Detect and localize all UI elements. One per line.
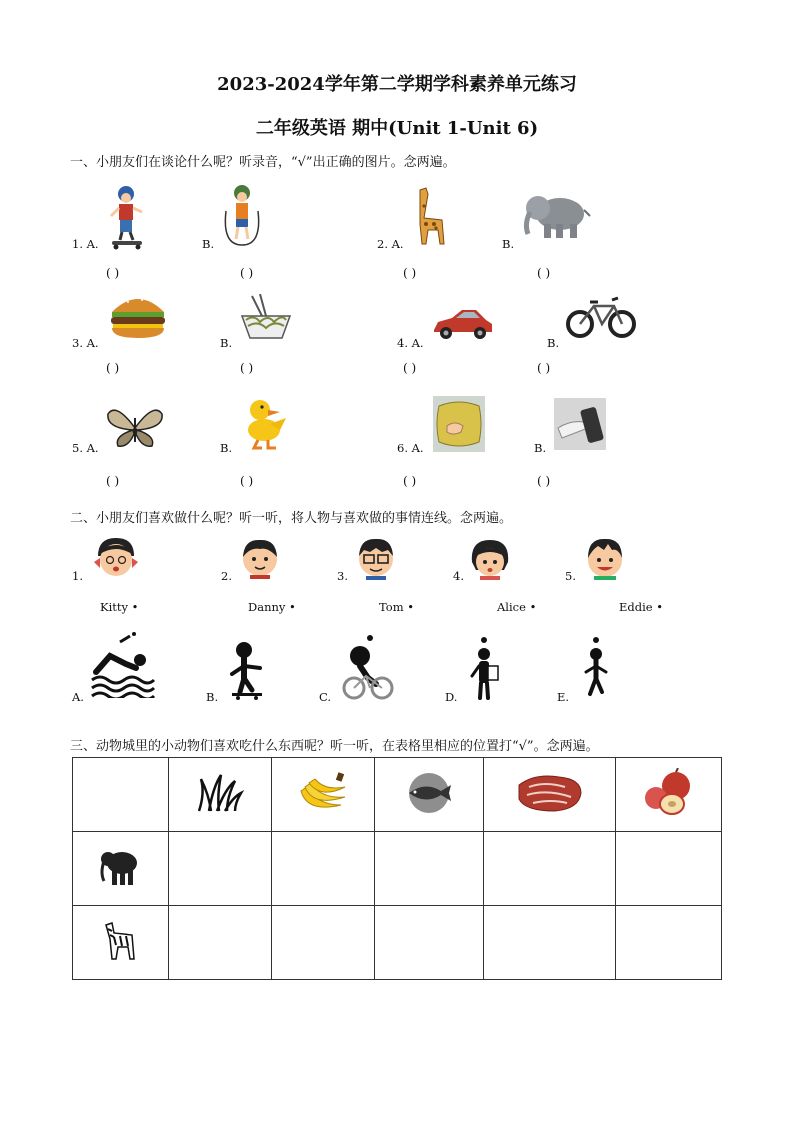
skateboarding-icon[interactable] [226,636,270,700]
elephant-bananas-cell[interactable] [271,832,374,906]
elephant-fish-cell[interactable] [374,832,484,906]
person5-dot[interactable]: • [656,600,664,614]
elephant-meat-cell[interactable] [484,832,616,906]
phone-icon[interactable] [554,398,606,450]
activity-d-label: D. [445,690,458,704]
fish-cell [374,758,484,832]
skateboarding-boy-icon[interactable] [106,184,146,250]
q2-option-b-label: B. [502,237,515,251]
elephant-icon[interactable] [522,190,592,242]
q6-option-a-label: 6. A. [397,441,424,455]
zebra-apples-cell[interactable] [616,906,722,980]
person1-name: Kitty [100,600,129,614]
q1-option-a-label: 1. A. [72,237,99,251]
q6-option-b-label: B. [534,441,547,455]
section2-instruction: 二、小朋友们喜欢做什么呢？听一听，将人物与喜欢做的事情连线。念两遍。 [70,511,513,526]
q4-option-b-label: B. [547,336,560,350]
q5-option-a-label: 5. A. [72,441,99,455]
page-title: 2023-2024学年第二学期学科素养单元练习 [217,74,577,95]
jump-rope-boy-icon[interactable] [220,183,264,247]
alice-face-icon [468,538,512,580]
zebra-bananas-cell[interactable] [271,906,374,980]
zebra-meat-cell[interactable] [484,906,616,980]
meat-cell [484,758,616,832]
butterfly-icon[interactable] [106,406,164,450]
person5-number: 5. [565,569,576,583]
q4-option-a-label: 4. A. [397,336,424,350]
person2-name-row [248,600,296,614]
q4-b-answer-blank[interactable]: ( ) [537,361,551,375]
table-header-row [73,758,722,832]
q3-b-answer-blank[interactable]: ( ) [240,361,254,375]
person5-name-row [619,600,663,614]
elephant-apples-cell[interactable] [616,832,722,906]
apples-icon [642,768,696,818]
person4-dot[interactable]: • [529,600,537,614]
person2-name: Danny [248,600,286,614]
page-subtitle: 二年级英语 期中(Unit 1-Unit 6) [255,118,539,139]
hamburger-icon[interactable] [108,292,168,342]
person4-name-row [497,600,536,614]
q6-a-answer-blank[interactable]: ( ) [403,474,417,488]
activity-e-label: E. [557,690,570,704]
person3-dot[interactable]: • [407,600,415,614]
elephant-icon [98,845,142,889]
person4-name: Alice [497,600,526,614]
person1-dot[interactable]: • [131,600,139,614]
danny-face-icon [238,537,282,579]
fish-icon [401,771,457,815]
q4-a-answer-blank[interactable]: ( ) [403,361,417,375]
activity-b-label: B. [206,690,219,704]
table-corner-cell [73,758,169,832]
q1-a-answer-blank[interactable]: ( ) [106,266,120,280]
q2-b-answer-blank[interactable]: ( ) [537,266,551,280]
reading-icon[interactable] [466,634,502,700]
pillow-icon[interactable] [433,396,485,452]
section1-instruction: 一、小朋友们在谈论什么呢？听录音，“√”出正确的图片。念两遍。 [70,155,456,170]
tom-face-icon [352,536,400,580]
elephant-grass-cell[interactable] [168,832,271,906]
giraffe-icon[interactable] [406,184,450,248]
person3-number: 3. [337,569,348,583]
activity-a-label: A. [72,690,84,704]
bicycle-icon[interactable] [566,292,636,340]
q1-b-answer-blank[interactable]: ( ) [240,266,254,280]
car-icon[interactable] [432,306,494,342]
bananas-cell [271,758,374,832]
person2-dot[interactable]: • [289,600,296,614]
noodles-icon[interactable] [238,294,294,342]
grass-cell [168,758,271,832]
zebra-fish-cell[interactable] [374,906,484,980]
person2-number: 2. [221,569,232,583]
q5-option-b-label: B. [220,441,233,455]
q3-option-a-label: 3. A. [72,336,99,350]
grass-icon [195,773,245,813]
q1-option-b-label: B. [202,237,215,251]
q3-a-answer-blank[interactable]: ( ) [106,361,120,375]
zebra-grass-cell[interactable] [168,906,271,980]
person1-number: 1. [72,569,83,583]
bananas-icon [297,771,349,815]
elephant-row-label [73,832,169,906]
apples-cell [616,758,722,832]
activity-c-label: C. [319,690,332,704]
q5-b-answer-blank[interactable]: ( ) [240,474,254,488]
zebra-icon [98,919,142,963]
q6-b-answer-blank[interactable]: ( ) [537,474,551,488]
q3-option-b-label: B. [220,336,233,350]
zebra-row-label [73,906,169,980]
person5-name: Eddie [619,600,653,614]
person4-number: 4. [453,569,464,583]
table-row [73,906,722,980]
food-table [72,757,722,980]
person3-name-row [379,600,414,614]
person1-name-row [100,600,138,614]
q2-option-a-label: 2. A. [377,237,404,251]
person3-name: Tom [379,600,404,614]
table-row [73,832,722,906]
duck-icon[interactable] [240,396,290,450]
section3-instruction: 三、动物城里的小动物们喜欢吃什么东西呢？听一听，在表格里相应的位置打“√”。念两遍。 [70,739,599,754]
meat-icon [515,771,585,815]
kitty-face-icon [90,536,142,580]
eddie-face-icon [582,536,628,580]
q5-a-answer-blank[interactable]: ( ) [106,474,120,488]
swimming-icon[interactable] [90,630,156,698]
cycling-icon[interactable] [340,632,394,700]
q2-a-answer-blank[interactable]: ( ) [403,266,417,280]
walking-icon[interactable] [580,636,612,700]
